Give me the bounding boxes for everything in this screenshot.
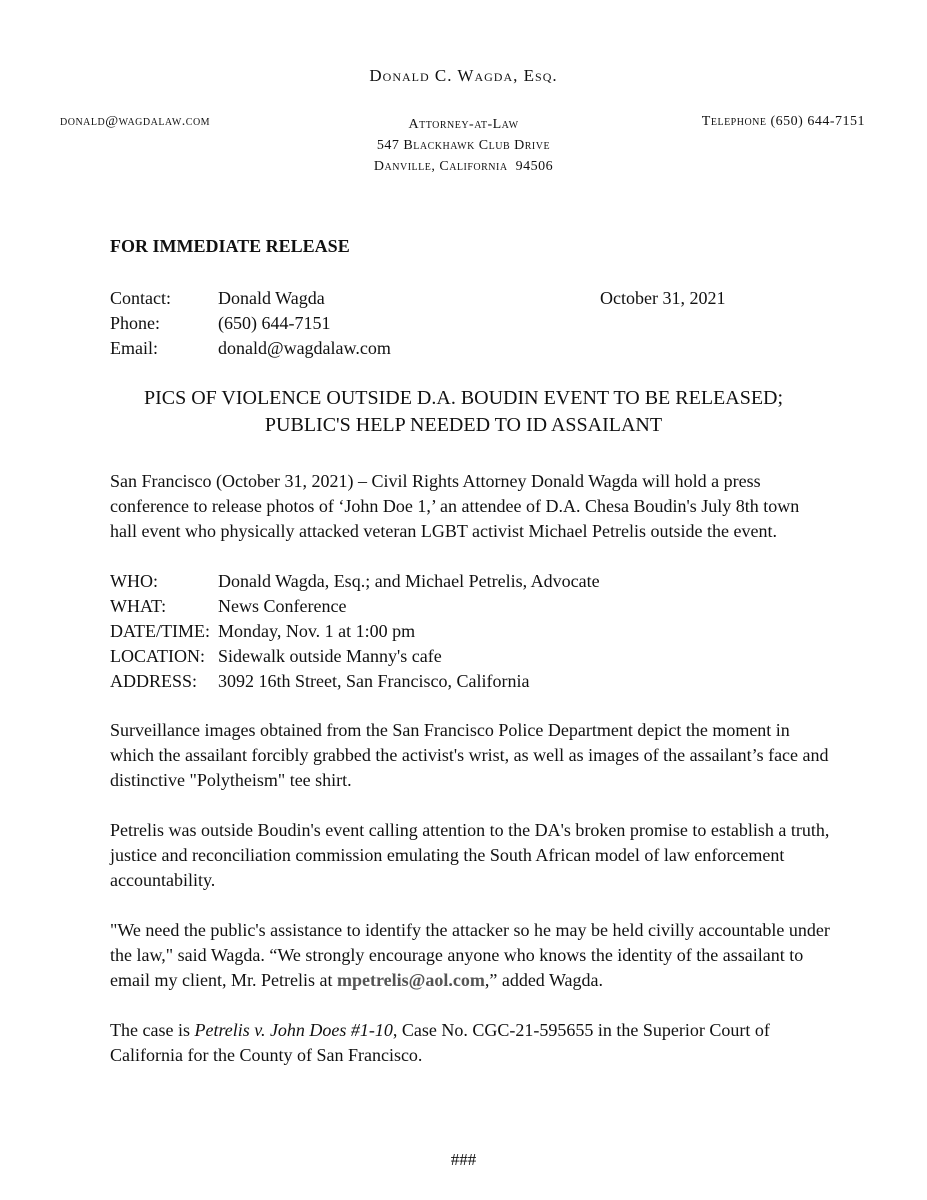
who-value: Donald Wagda, Esq.; and Michael Petrelis, Advocate: [218, 571, 600, 591]
location-label: LOCATION:: [110, 646, 205, 666]
petrelis-email-link[interactable]: mpetrelis@aol.com: [336, 970, 485, 990]
datetime-label: DATE/TIME:: [110, 621, 210, 641]
contact-block: [110, 286, 391, 361]
release-date: October 31, 2021: [600, 288, 726, 308]
contact-value: Donald Wagda: [218, 288, 325, 308]
event-row-who: [110, 569, 600, 594]
intro-paragraph: San Francisco (October 31, 2021) – Civil Rights Attorney Donald Wagda will hold a press conference to release photos of ‘John Doe 1,’ an attendee of D.A. Chesa Boudin's July 8th town hall event who physically attacked veteran LGBT activist Michael Petrelis outside the event.: [110, 471, 800, 541]
case-paragraph: [110, 1018, 830, 1068]
surveillance-paragraph: Surveillance images obtained from the San Francisco Police Department depict the moment in which the assailant forcibly grabbed the activist's wrist, as well as images of the assailant’s face and distinctive "Polytheism" tee shirt.: [110, 720, 829, 790]
case-name: Petrelis v. John Does #1-10: [194, 1020, 393, 1040]
letterhead-title: Attorney-at-Law: [408, 117, 519, 132]
case-text-before: The case is: [110, 1020, 195, 1040]
phone-label: Phone:: [110, 313, 161, 333]
phone-row: [110, 311, 391, 336]
headline-line-2: PUBLIC'S HELP NEEDED TO ID ASSAILANT: [264, 414, 663, 436]
contact-row: [110, 286, 391, 311]
location-value: Sidewalk outside Manny's cafe: [218, 646, 442, 666]
headline: [0, 385, 927, 439]
event-row-what: [110, 594, 600, 619]
address-value: 3092 16th Street, San Francisco, California: [218, 671, 530, 691]
letterhead-phone: Telephone (650) 644-7151: [701, 114, 865, 129]
quote-text-before: "We need the public's assistance to identify the attacker so he may be held civilly accountable under the law," said Wagda. “We strongly encourage anyone who knows the identity of the assailant to email my client, Mr. Petrelis at: [110, 920, 830, 990]
event-row-location: [110, 644, 600, 669]
letterhead-name: Donald C. Wagda, Esq.: [369, 66, 558, 85]
quote-text-after: ,” added Wagda.: [484, 970, 604, 990]
event-details: [110, 569, 600, 694]
address-label: ADDRESS:: [110, 671, 198, 691]
email-label: Email:: [110, 338, 158, 358]
what-label: WHAT:: [110, 596, 167, 616]
petrelis-paragraph: Petrelis was outside Boudin's event calling attention to the DA's broken promise to establish a truth, justice and reconciliation commission emulating the South African model of law enforcement accountability.: [110, 820, 830, 890]
contact-label: Contact:: [110, 288, 171, 308]
letterhead-email: donald@wagdalaw.com: [60, 114, 211, 129]
datetime-value: Monday, Nov. 1 at 1:00 pm: [218, 621, 416, 641]
letterhead-city: Danville, California 94506: [373, 159, 554, 174]
quote-paragraph: [110, 918, 830, 993]
email-row: [110, 336, 391, 361]
email-value: donald@wagdalaw.com: [218, 338, 391, 358]
end-mark: ###: [450, 1150, 477, 1169]
event-row-address: [110, 669, 600, 694]
who-label: WHO:: [110, 571, 158, 591]
case-text-after: , Case No. CGC-21-595655 in the Superior Court of California for the County of San Francisco.: [110, 1020, 770, 1065]
headline-line-1: PICS OF VIOLENCE OUTSIDE D.A. BOUDIN EVENT TO BE RELEASED;: [143, 387, 784, 409]
phone-value: (650) 644-7151: [218, 313, 331, 333]
letterhead-street: 547 Blackhawk Club Drive: [376, 138, 551, 153]
event-row-datetime: [110, 619, 600, 644]
release-label: FOR IMMEDIATE RELEASE: [110, 236, 350, 256]
what-value: News Conference: [218, 596, 347, 616]
